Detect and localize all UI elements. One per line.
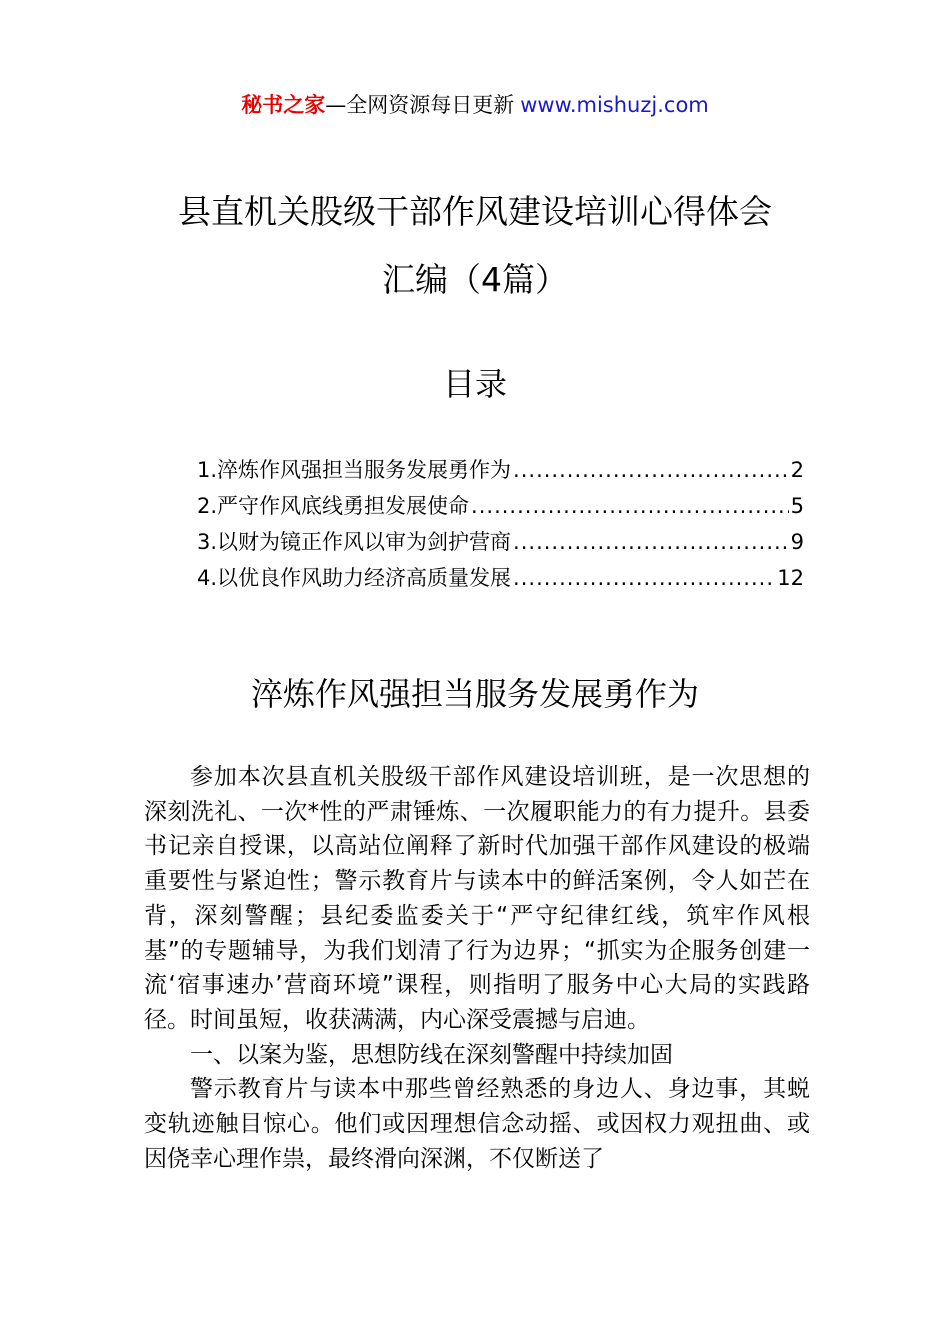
toc-item-4[interactable] <box>197 563 804 599</box>
site-header <box>0 90 950 120</box>
toc-item-1[interactable] <box>197 455 804 491</box>
table-of-contents <box>197 455 804 599</box>
section-heading: 一、以案为鉴，思想防线在深刻警醒中持续加固 <box>190 1041 673 1068</box>
article-body <box>144 760 810 1176</box>
toc-leader-dots <box>513 455 789 485</box>
document-title-line2: 汇编（4篇） <box>382 260 568 299</box>
article-title: 淬炼作风强担当服务发展勇作为 <box>250 675 699 713</box>
toc-item-label: 4.以优良作风助力经济高质量发展 <box>197 566 512 590</box>
toc-item-page: 12 <box>777 566 804 590</box>
toc-item-label: 2.严守作风底线勇担发展使命 <box>197 494 470 518</box>
body-paragraph: 警示教育片与读本中那些曾经熟悉的身边人、身边事，其蜕变轨迹触目惊心。他们或因理想信念动摇、或因权力观扭曲、或因侥幸心理作祟，最终滑向深渊，不仅断送了 <box>144 1076 810 1172</box>
site-url-link[interactable]: www.mishuzj.com <box>520 93 709 117</box>
toc-item-label: 1.淬炼作风强担当服务发展勇作为 <box>197 458 512 482</box>
toc-item-page: 2 <box>790 458 804 482</box>
toc-item-3[interactable] <box>197 527 804 563</box>
document-title-line1: 县直机关股级干部作风建设培训心得体会 <box>178 192 772 231</box>
toc-leader-dots <box>513 563 775 593</box>
toc-leader-dots <box>471 491 789 521</box>
brand-name: 秘书之家 <box>241 93 326 117</box>
toc-item-label: 3.以财为镜正作风以审为剑护营商 <box>197 530 512 554</box>
toc-item-page: 9 <box>790 530 804 554</box>
toc-heading: 目录 <box>442 365 507 403</box>
toc-leader-dots <box>513 527 789 557</box>
body-paragraph: 参加本次县直机关股级干部作风建设培训班，是一次思想的深刻洗礼、一次*性的严肃锤炼、一次履职能力的有力提升。县委书记亲自授课，以高站位阐释了新时代加强干部作风建设的极端重要性与紧迫性；警示教育片与读本中的鲜活案例，令人如芒在背，深刻警醒；县纪委监委关于“严守纪律红线，筑牢作风根基”的专题辅导，为我们划清了行为边界；“抓实为企服务创建一流‘宿事速办’营商环境”课程，则指明了服务中心大局的实践路径。时间虽短，收获满满，内心深受震撼与启迪。 <box>144 764 810 1033</box>
toc-item-2[interactable] <box>197 491 804 527</box>
toc-item-page: 5 <box>790 494 804 518</box>
header-slogan: —全网资源每日更新 <box>325 93 515 117</box>
